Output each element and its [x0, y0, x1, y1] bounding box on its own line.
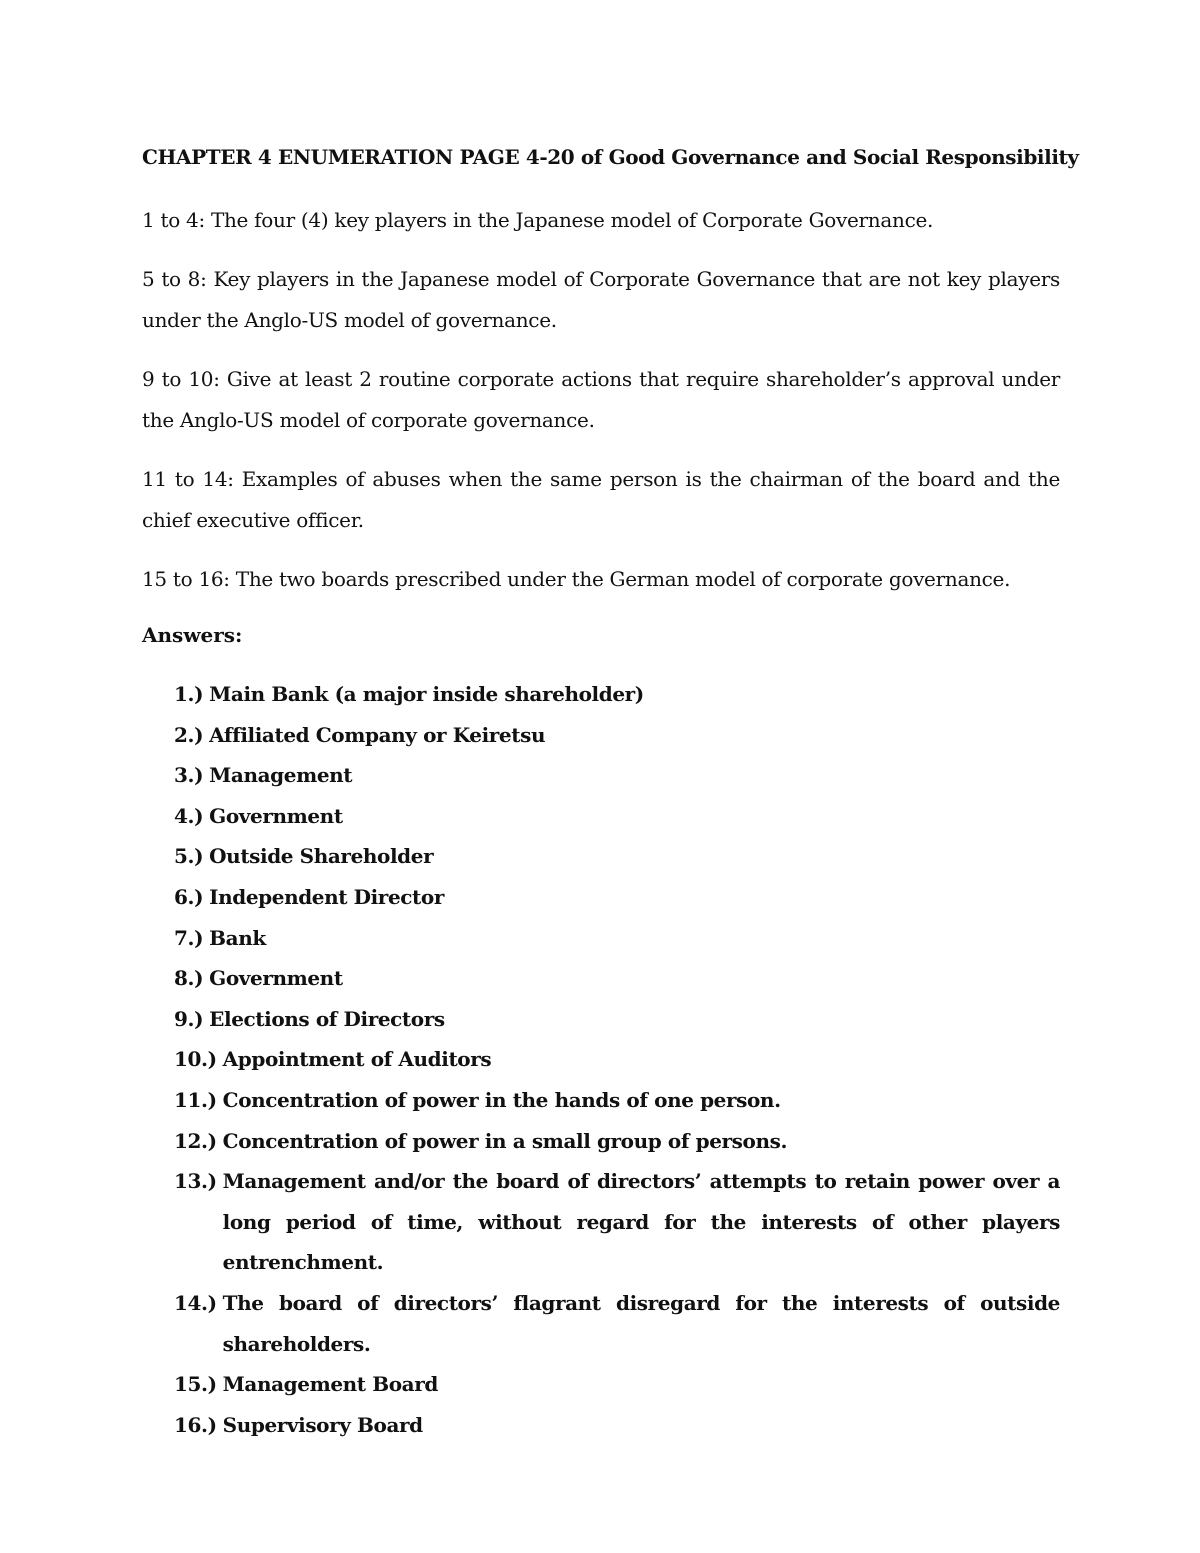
answer-text: Main Bank (a major inside shareholder) — [209, 682, 644, 706]
answer-text: Management — [209, 763, 353, 788]
answer-number: 13.) — [174, 1169, 217, 1194]
answer-number: 6.) — [174, 884, 204, 909]
answer-number: 12.) — [174, 1128, 217, 1153]
answer-number: 9.) — [174, 1006, 204, 1031]
answer-number: 7.) — [174, 925, 204, 950]
answer-number: 11.) — [174, 1087, 217, 1112]
answer-item — [174, 1080, 1060, 1121]
answer-number: 5.) — [174, 844, 204, 869]
answer-number: 14.) — [174, 1290, 217, 1315]
answer-item — [174, 1364, 1060, 1405]
question-1-4: 1 to 4: The four (4) key players in the Japanese model of Corporate Governance. — [142, 208, 934, 232]
answer-text: Elections of Directors — [209, 1006, 445, 1031]
question-5-8: 5 to 8: Key players in the Japanese model of Corporate Governance that are not key players under the Anglo-US model of governance. — [142, 267, 1060, 332]
answer-text: Affiliated Company or Keiretsu — [209, 722, 546, 747]
answer-text: Management and/or the board of directors’ attempts to retain power over a long period of time, without regard for the interests of other players entrenchment. — [222, 1169, 1060, 1275]
answer-number: 8.) — [174, 966, 204, 991]
answer-item — [174, 674, 1060, 715]
answer-item — [174, 836, 1060, 877]
answer-number: 3.) — [174, 763, 204, 788]
answer-number: 10.) — [174, 1047, 217, 1072]
answer-text: Management Board — [222, 1372, 438, 1397]
answer-text: Independent Director — [209, 884, 444, 909]
answer-text: Government — [209, 966, 343, 991]
answer-item — [174, 1161, 1060, 1283]
document-page — [142, 140, 1079, 1445]
answer-text: The board of directors’ flagrant disregard for the interests of outside shareholders. — [222, 1290, 1060, 1356]
answer-list — [142, 674, 1060, 1445]
answer-number: 15.) — [174, 1372, 217, 1397]
answer-item — [174, 958, 1060, 999]
answer-text: Government — [209, 803, 343, 828]
answer-number: 16.) — [174, 1412, 217, 1437]
answer-item — [174, 1283, 1060, 1364]
answer-item — [174, 877, 1060, 918]
answer-number: 1.) — [174, 682, 204, 706]
question-15-16: 15 to 16: The two boards prescribed under the German model of corporate governance. — [142, 567, 1011, 591]
answer-text: Supervisory Board — [222, 1412, 423, 1437]
answer-text: Appointment of Auditors — [222, 1047, 492, 1072]
question-9-10: 9 to 10: Give at least 2 routine corporate actions that require shareholder’s approval under the Anglo-US model of corporate governance. — [142, 367, 1060, 432]
answer-number: 2.) — [174, 722, 204, 747]
answer-text: Outside Shareholder — [209, 844, 434, 869]
answer-text: Concentration of power in a small group of persons. — [222, 1128, 788, 1153]
answer-item — [174, 796, 1060, 837]
answer-item — [174, 1039, 1060, 1080]
answer-item — [174, 1121, 1060, 1162]
answer-number: 4.) — [174, 803, 204, 828]
answer-item — [174, 999, 1060, 1040]
answers-heading: Answers: — [142, 623, 243, 647]
answer-item — [174, 755, 1060, 796]
answer-item — [174, 715, 1060, 756]
question-11-14: 11 to 14: Examples of abuses when the same person is the chairman of the board and the chief executive officer. — [142, 467, 1060, 532]
answer-text: Bank — [209, 925, 266, 950]
document-title: CHAPTER 4 ENUMERATION PAGE 4-20 of Good Governance and Social Responsibility — [142, 145, 1079, 169]
answer-text: Concentration of power in the hands of one person. — [222, 1087, 781, 1112]
answer-item — [174, 1405, 1060, 1446]
answer-item — [174, 918, 1060, 959]
